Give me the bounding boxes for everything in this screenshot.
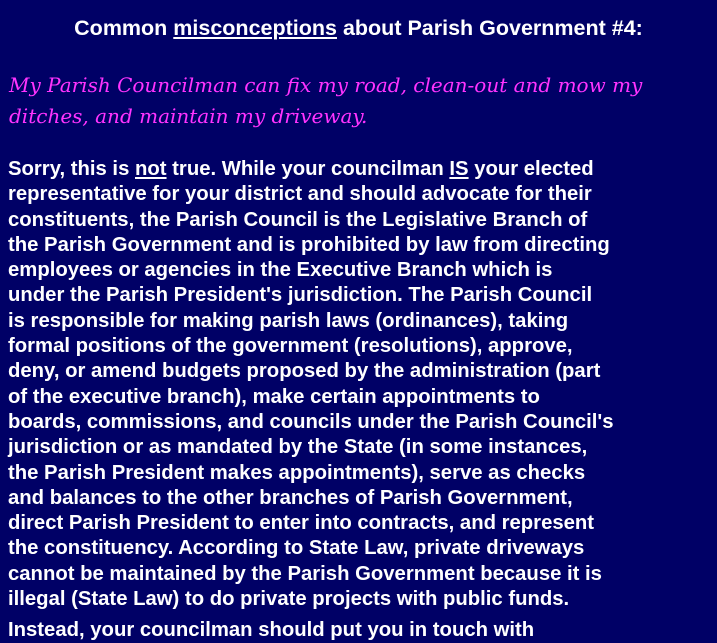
not-emphasis: not [135,158,167,180]
response-line: constituents, the Parish Council is the Legislative Branch of [8,208,588,231]
is-emphasis: IS [449,158,469,180]
response-line: is responsible for making parish laws (ordinances), taking [8,309,569,332]
response-line: employees or agencies in the Executive Branch which is [8,259,553,282]
cutoff-text-fragment [8,619,713,643]
response-line: under the Parish President's jurisdiction. The Parish Council [8,284,593,307]
misconception-statement [9,70,709,132]
response-line: cannot be maintained by the Parish Government because it is [8,562,602,585]
response-line: direct Parish President to enter into contracts, and represent [8,512,595,535]
response-line: of the executive branch), make certain appointments to [8,385,540,408]
response-text: Sorry, this is [8,158,135,180]
response-line: the Parish Government and is prohibited by law from directing [8,233,610,256]
response-line: the Parish President makes appointments), serve as checks [8,461,586,484]
response-text: your elected [468,158,594,180]
response-line: jurisdiction or as mandated by the State (in some instances, [8,436,588,459]
response-line [8,157,713,182]
misconception-line: ditches, and maintain my driveway. [9,104,368,128]
response-text: true. While your councilman [166,158,450,180]
response-line: formal positions of the government (resolutions), approve, [8,335,573,358]
response-paragraph [8,157,713,612]
response-line: boards, commissions, and councils under the Parish Council's [8,410,614,433]
response-line: representative for your district and should advocate for their [8,183,592,206]
response-line: and balances to the other branches of Parish Government, [8,486,573,509]
response-line: the constituency. According to State Law, private driveways [8,537,585,560]
title-suffix: about Parish Government #4: [336,16,643,40]
misconception-line: My Parish Councilman can fix my road, clean-out and mow my [9,73,643,97]
response-line: illegal (State Law) to do private projects with public funds. [8,588,570,611]
response-line: deny, or amend budgets proposed by the administration (part [8,360,601,383]
cutoff-line: Instead, your councilman should put you in touch with [8,619,535,641]
page-title [0,14,717,42]
title-prefix: Common [74,16,174,40]
title-emphasis: misconceptions [173,16,337,40]
